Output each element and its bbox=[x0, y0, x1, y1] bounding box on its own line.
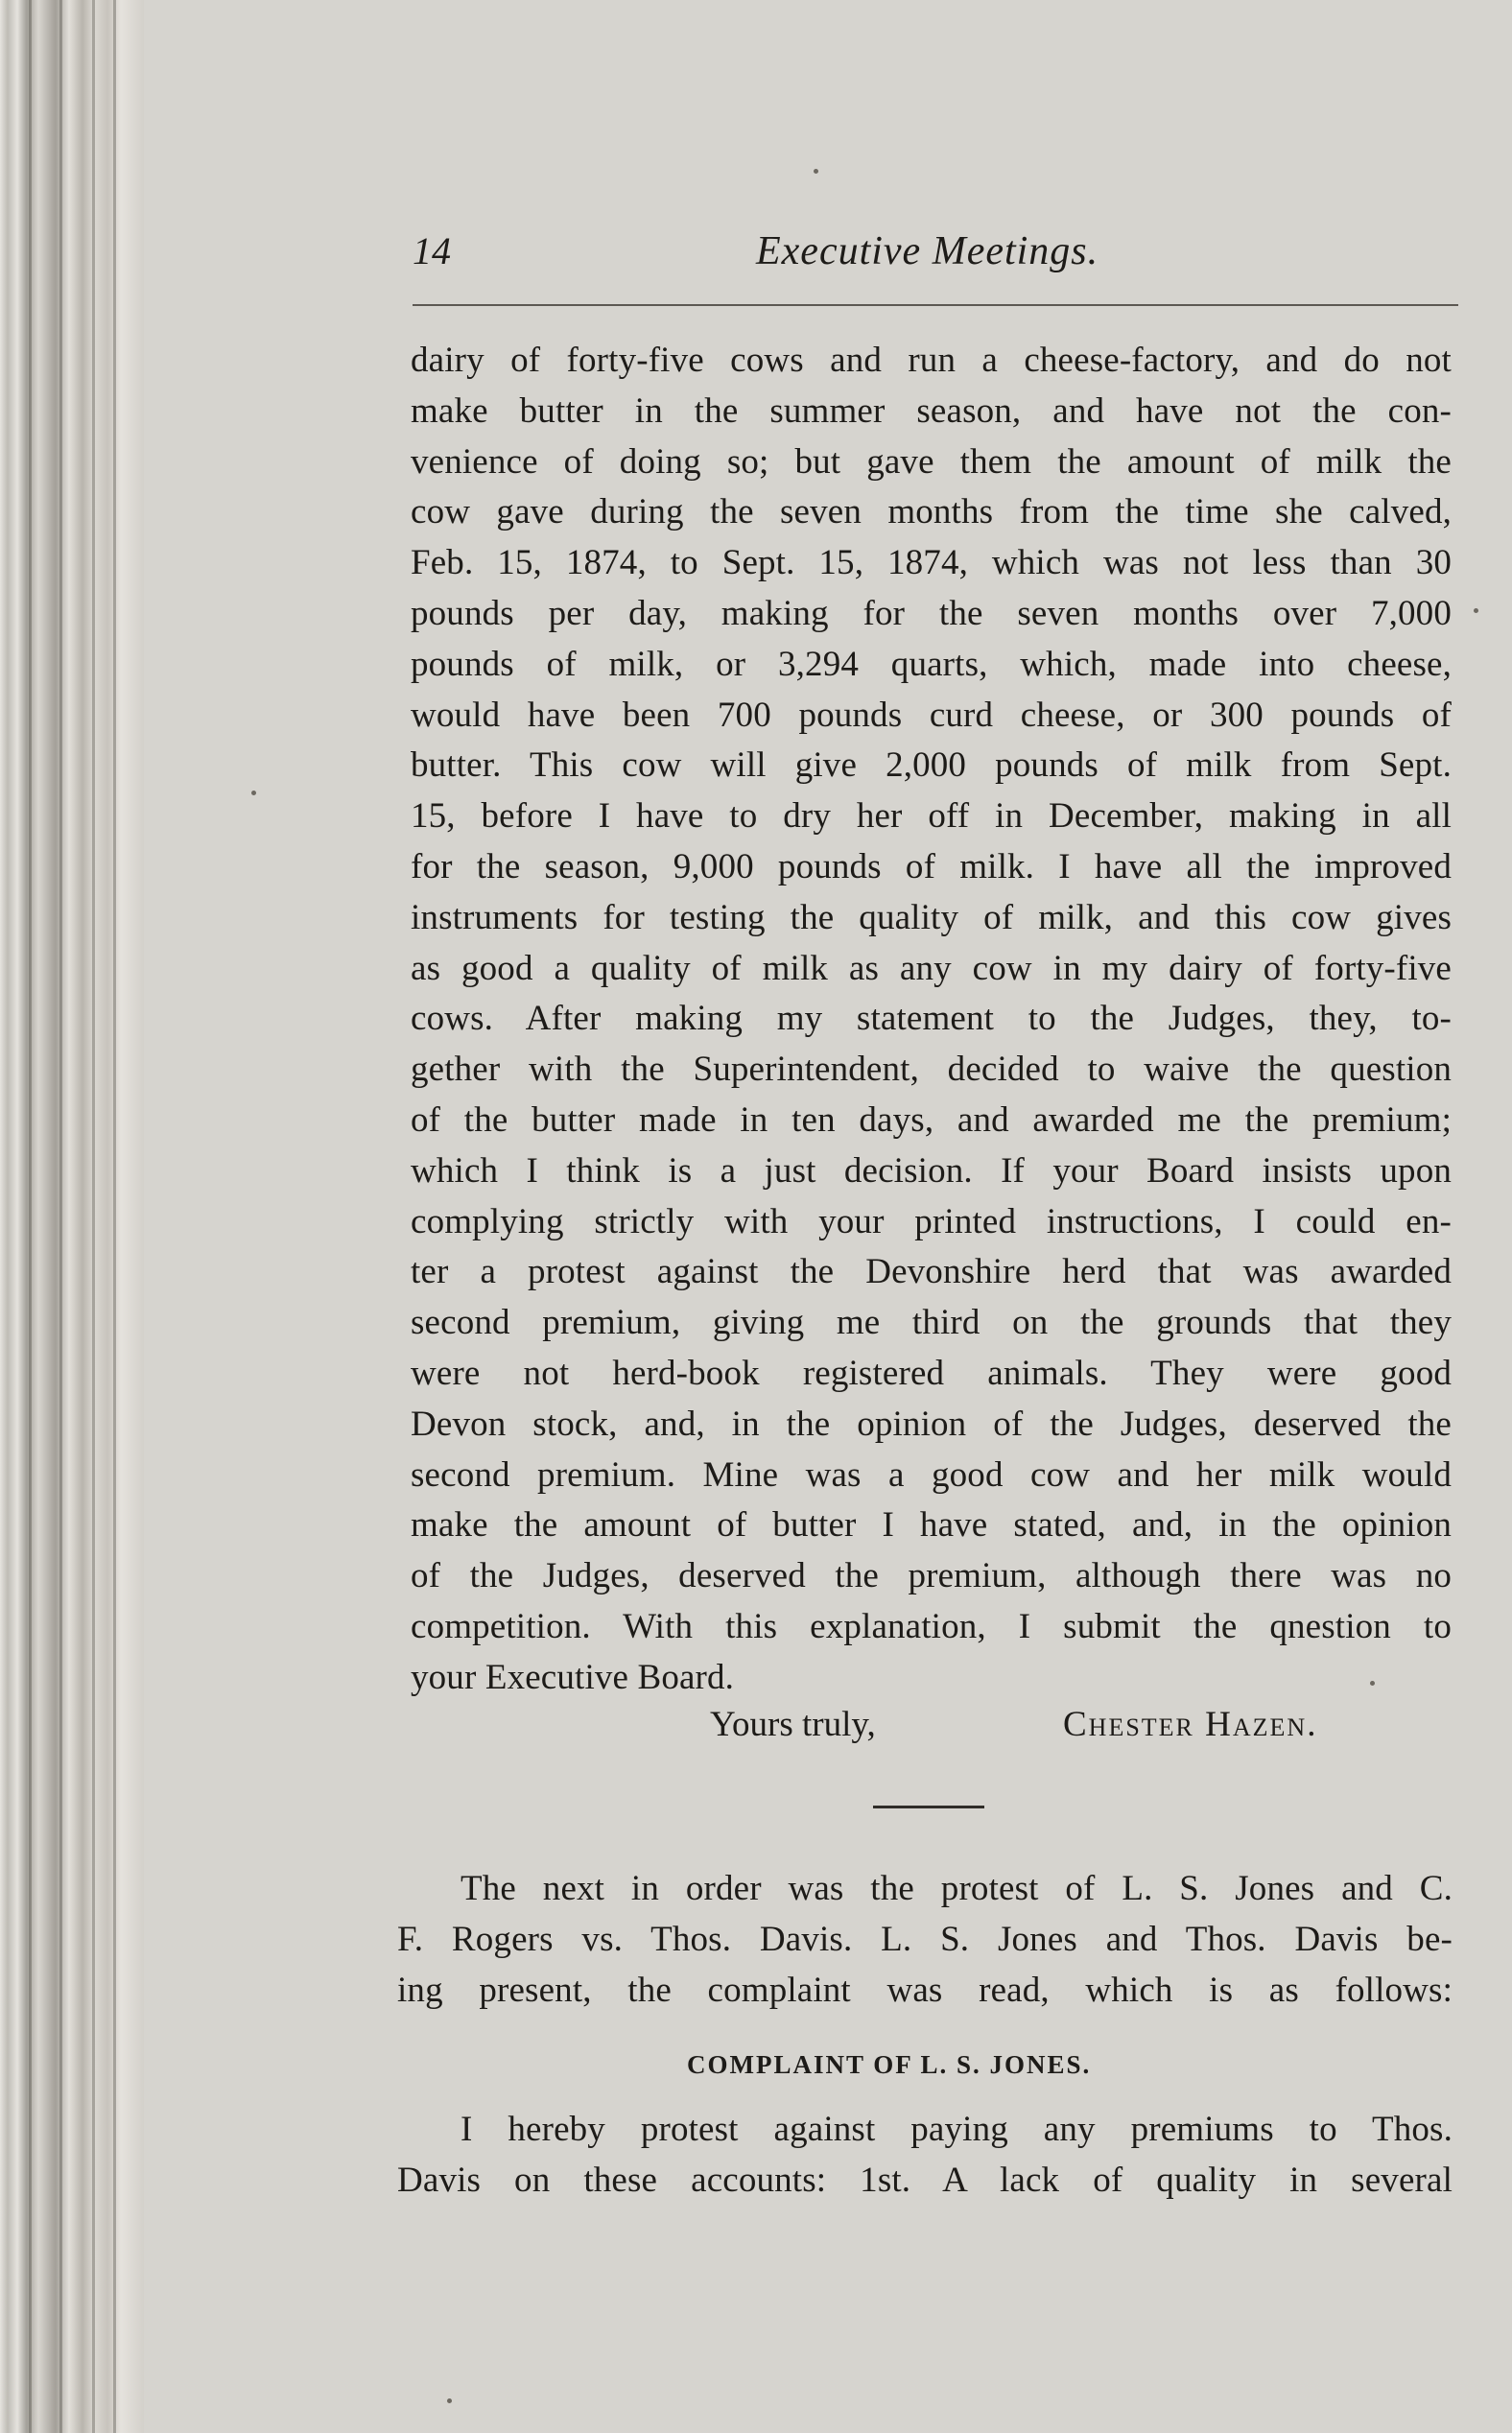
text-line: for the season, 9,000 pounds of milk. I have all the improved bbox=[411, 846, 1452, 886]
text-line: ing present, the complaint was read, which is as follows: bbox=[397, 1971, 1453, 2010]
book-spine-gutter bbox=[0, 0, 144, 2433]
gutter-line bbox=[113, 0, 116, 2433]
next-section-paragraph bbox=[397, 1863, 1453, 2016]
text-line: cow gave during the seven months from the time she calved, bbox=[411, 492, 1452, 532]
text-line: second premium. Mine was a good cow and her milk would bbox=[411, 1454, 1452, 1495]
page-number: 14 bbox=[413, 229, 451, 272]
signer-name: Chester Hazen. bbox=[1063, 1705, 1318, 1744]
text-line: F. Rogers vs. Thos. Davis. L. S. Jones and Thos. Davis be- bbox=[397, 1920, 1453, 1959]
text-line: as good a quality of milk as any cow in my dairy of forty-five bbox=[411, 948, 1452, 988]
letter-signature bbox=[710, 1704, 1458, 1761]
text-line: make butter in the summer season, and have not the con- bbox=[411, 390, 1452, 431]
text-line: pounds per day, making for the seven months over 7,000 bbox=[411, 593, 1452, 633]
text-line: instruments for testing the quality of milk, and this cow gives bbox=[411, 897, 1452, 937]
closing-phrase: Yours truly, bbox=[710, 1705, 876, 1744]
text-line: ter a protest against the Devonshire herd that was awarded bbox=[411, 1252, 1452, 1292]
paper-speck bbox=[814, 169, 818, 174]
text-line: Devon stock, and, in the opinion of the Judges, deserved the bbox=[411, 1404, 1452, 1444]
section-divider bbox=[873, 1806, 984, 1808]
text-line: complying strictly with your printed instructions, I could en- bbox=[411, 1201, 1452, 1241]
text-line: were not herd-book registered animals. They were good bbox=[411, 1353, 1452, 1393]
text-line: competition. With this explanation, I submit the qnestion to bbox=[411, 1606, 1452, 1646]
text-line: Feb. 15, 1874, to Sept. 15, 1874, which was not less than 30 bbox=[411, 543, 1452, 583]
text-line: cows. After making my statement to the Judges, they, to- bbox=[411, 999, 1452, 1039]
text-line: of the butter made in ten days, and awarded me the premium; bbox=[411, 1099, 1452, 1140]
running-title: Executive Meetings. bbox=[756, 229, 1099, 273]
text-line: your Executive Board. bbox=[411, 1657, 735, 1697]
complaint-heading: COMPLAINT OF L. S. JONES. bbox=[687, 2050, 1092, 2079]
running-head bbox=[413, 228, 1458, 286]
text-line: second premium, giving me third on the grounds that they bbox=[411, 1303, 1452, 1343]
header-rule bbox=[413, 304, 1458, 306]
gutter-line bbox=[29, 0, 32, 2433]
text-line: which I think is a just decision. If your Board insists upon bbox=[411, 1150, 1452, 1191]
text-line: pounds of milk, or 3,294 quarts, which, made into cheese, bbox=[411, 644, 1452, 684]
text-line: Davis on these accounts: 1st. A lack of quality in several bbox=[397, 2161, 1453, 2200]
text-line: of the Judges, deserved the premium, although there was no bbox=[411, 1556, 1452, 1596]
text-line: would have been 700 pounds curd cheese, or 300 pounds of bbox=[411, 695, 1452, 735]
text-line: venience of doing so; but gave them the amount of milk the bbox=[411, 441, 1452, 482]
text-line: 15, before I have to dry her off in December, making in all bbox=[411, 796, 1452, 837]
complaint-paragraph bbox=[397, 2104, 1453, 2206]
paper-speck bbox=[1474, 608, 1478, 613]
text-line: I hereby protest against paying any premiums to Thos. bbox=[461, 2110, 1453, 2149]
gutter-line bbox=[92, 0, 95, 2433]
paper-speck bbox=[1370, 1681, 1375, 1686]
gutter-line bbox=[59, 0, 62, 2433]
text-line: dairy of forty-five cows and run a cheese-factory, and do not bbox=[411, 341, 1452, 380]
letter-body bbox=[411, 336, 1452, 1704]
paper-speck bbox=[447, 2398, 452, 2403]
text-line: The next in order was the protest of L. S. Jones and C. bbox=[461, 1869, 1453, 1908]
text-line: gether with the Superintendent, decided to waive the question bbox=[411, 1050, 1452, 1090]
paper-speck bbox=[251, 791, 256, 795]
text-line: make the amount of butter I have stated, and, in the opinion bbox=[411, 1505, 1452, 1546]
text-line: butter. This cow will give 2,000 pounds of milk from Sept. bbox=[411, 745, 1452, 786]
